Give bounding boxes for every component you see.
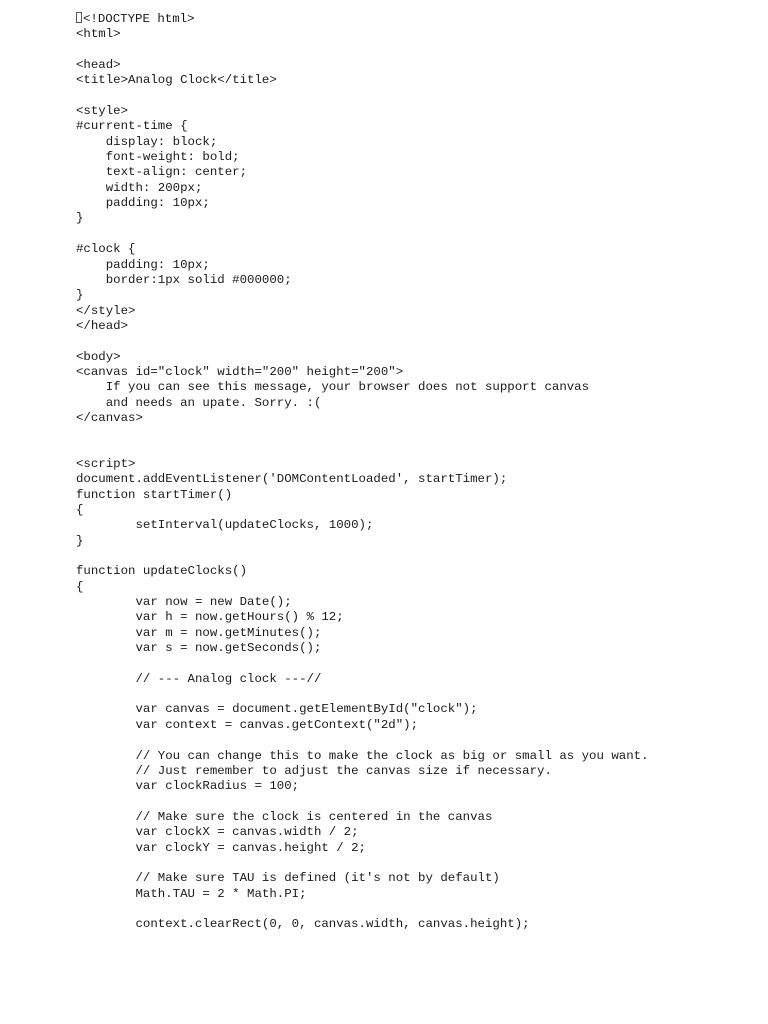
- code-line-text: </head>: [76, 318, 129, 333]
- code-line: [76, 749, 756, 764]
- code-line-text: // Make sure TAU is defined (it's not by default): [76, 871, 500, 886]
- code-line-text: and needs an upate. Sorry. :(: [76, 395, 322, 410]
- code-line-text: var canvas = document.getElementById("clock");: [76, 702, 478, 717]
- code-line: [76, 211, 756, 226]
- code-line: [76, 779, 756, 794]
- code-line: [76, 549, 756, 564]
- code-line: [76, 27, 756, 42]
- code-line: [76, 917, 756, 932]
- code-line: [76, 902, 756, 917]
- code-line: [76, 610, 756, 625]
- code-line: [76, 58, 756, 73]
- code-line-text: function updateClocks(): [76, 564, 248, 579]
- code-line-text: Math.TAU = 2 * Math.PI;: [76, 886, 307, 901]
- code-line: [76, 196, 756, 211]
- code-line-text: document.addEventListener('DOMContentLoaded', startTimer);: [76, 472, 508, 487]
- code-line-text: var clockY = canvas.height / 2;: [76, 840, 366, 855]
- code-line: [76, 258, 756, 273]
- code-line: [76, 242, 756, 257]
- code-line-text: <script>: [76, 456, 136, 471]
- code-line: [76, 871, 756, 886]
- code-line: [76, 764, 756, 779]
- code-line: [76, 104, 756, 119]
- code-line-text: var now = new Date();: [76, 595, 292, 610]
- code-line-text: text-align: center;: [76, 165, 248, 180]
- code-line: [76, 887, 756, 902]
- code-line: [76, 319, 756, 334]
- code-line: [76, 396, 756, 411]
- code-line-text: <canvas id="clock" width="200" height="200">: [76, 364, 404, 379]
- code-line-text: var m = now.getMinutes();: [76, 625, 322, 640]
- code-line: [76, 273, 756, 288]
- code-line: [76, 12, 756, 27]
- code-line: [76, 488, 756, 503]
- code-document: [76, 12, 756, 933]
- code-line: [76, 641, 756, 656]
- code-line: [76, 656, 756, 671]
- missing-glyph-icon: [76, 12, 82, 23]
- code-line-text: var s = now.getSeconds();: [76, 641, 322, 656]
- code-line: [76, 733, 756, 748]
- code-line: [76, 503, 756, 518]
- code-line: [76, 795, 756, 810]
- code-line-text: <style>: [76, 104, 129, 119]
- code-line: [76, 304, 756, 319]
- code-line: [76, 810, 756, 825]
- code-line: [76, 380, 756, 395]
- code-line: [76, 580, 756, 595]
- code-line: [76, 825, 756, 840]
- code-line-text: {: [76, 503, 84, 517]
- code-line: [76, 718, 756, 733]
- code-line-text: padding: 10px;: [76, 196, 210, 211]
- code-line-text: var clockRadius = 100;: [76, 779, 300, 794]
- code-line: [76, 457, 756, 472]
- code-line: [76, 564, 756, 579]
- code-line-text: {: [76, 579, 84, 594]
- code-line-text: var h = now.getHours() % 12;: [76, 610, 344, 625]
- code-line: [76, 411, 756, 426]
- code-line: [76, 595, 756, 610]
- code-line: [76, 89, 756, 104]
- code-line: [76, 472, 756, 487]
- code-line: [76, 518, 756, 533]
- code-line-text: // --- Analog clock ---//: [76, 671, 322, 686]
- code-line-text: padding: 10px;: [76, 257, 210, 272]
- code-line: [76, 181, 756, 196]
- code-line: [76, 365, 756, 380]
- code-line-text: <head>: [76, 58, 121, 73]
- code-line-text: If you can see this message, your browser does not support canvas: [76, 380, 590, 395]
- code-line-text: }: [76, 211, 84, 226]
- code-line: [76, 227, 756, 242]
- code-line: [76, 119, 756, 134]
- code-line: [76, 856, 756, 871]
- code-line-text: <html>: [76, 27, 121, 42]
- code-line-text: <!DOCTYPE html>: [83, 12, 195, 26]
- code-line-text: font-weight: bold;: [76, 150, 240, 165]
- code-line: [76, 687, 756, 702]
- code-line: [76, 288, 756, 303]
- code-line-text: context.clearRect(0, 0, canvas.width, canvas.height);: [76, 917, 530, 932]
- code-line: [76, 334, 756, 349]
- code-line: [76, 534, 756, 549]
- code-line: [76, 841, 756, 856]
- code-line-text: }: [76, 533, 84, 548]
- code-line-text: width: 200px;: [76, 180, 203, 195]
- code-line: [76, 426, 756, 441]
- code-line-text: <title>Analog Clock</title>: [76, 73, 277, 88]
- code-line-text: // You can change this to make the clock as big or small as you want.: [76, 748, 649, 763]
- code-line: [76, 626, 756, 641]
- code-line-text: setInterval(updateClocks, 1000);: [76, 518, 374, 533]
- code-line-text: var context = canvas.getContext("2d");: [76, 717, 419, 732]
- code-line: [76, 135, 756, 150]
- code-line-text: #current-time {: [76, 119, 188, 134]
- code-line: [76, 150, 756, 165]
- code-line-text: </canvas>: [76, 410, 143, 425]
- code-line: [76, 672, 756, 687]
- code-line: [76, 165, 756, 180]
- code-line: [76, 442, 756, 457]
- code-line-text: // Make sure the clock is centered in the canvas: [76, 809, 493, 824]
- code-line-text: <body>: [76, 349, 121, 364]
- code-line-text: display: block;: [76, 134, 218, 149]
- code-line: [76, 73, 756, 88]
- code-line: [76, 350, 756, 365]
- code-line-text: </style>: [76, 303, 136, 318]
- code-line-text: #clock {: [76, 242, 136, 257]
- code-line: [76, 702, 756, 717]
- code-line-text: }: [76, 288, 84, 303]
- code-line-text: // Just remember to adjust the canvas size if necessary.: [76, 763, 552, 778]
- code-line-text: border:1px solid #000000;: [76, 272, 292, 287]
- code-line-text: function startTimer(): [76, 487, 233, 502]
- code-line: [76, 43, 756, 58]
- code-line-text: var clockX = canvas.width / 2;: [76, 825, 359, 840]
